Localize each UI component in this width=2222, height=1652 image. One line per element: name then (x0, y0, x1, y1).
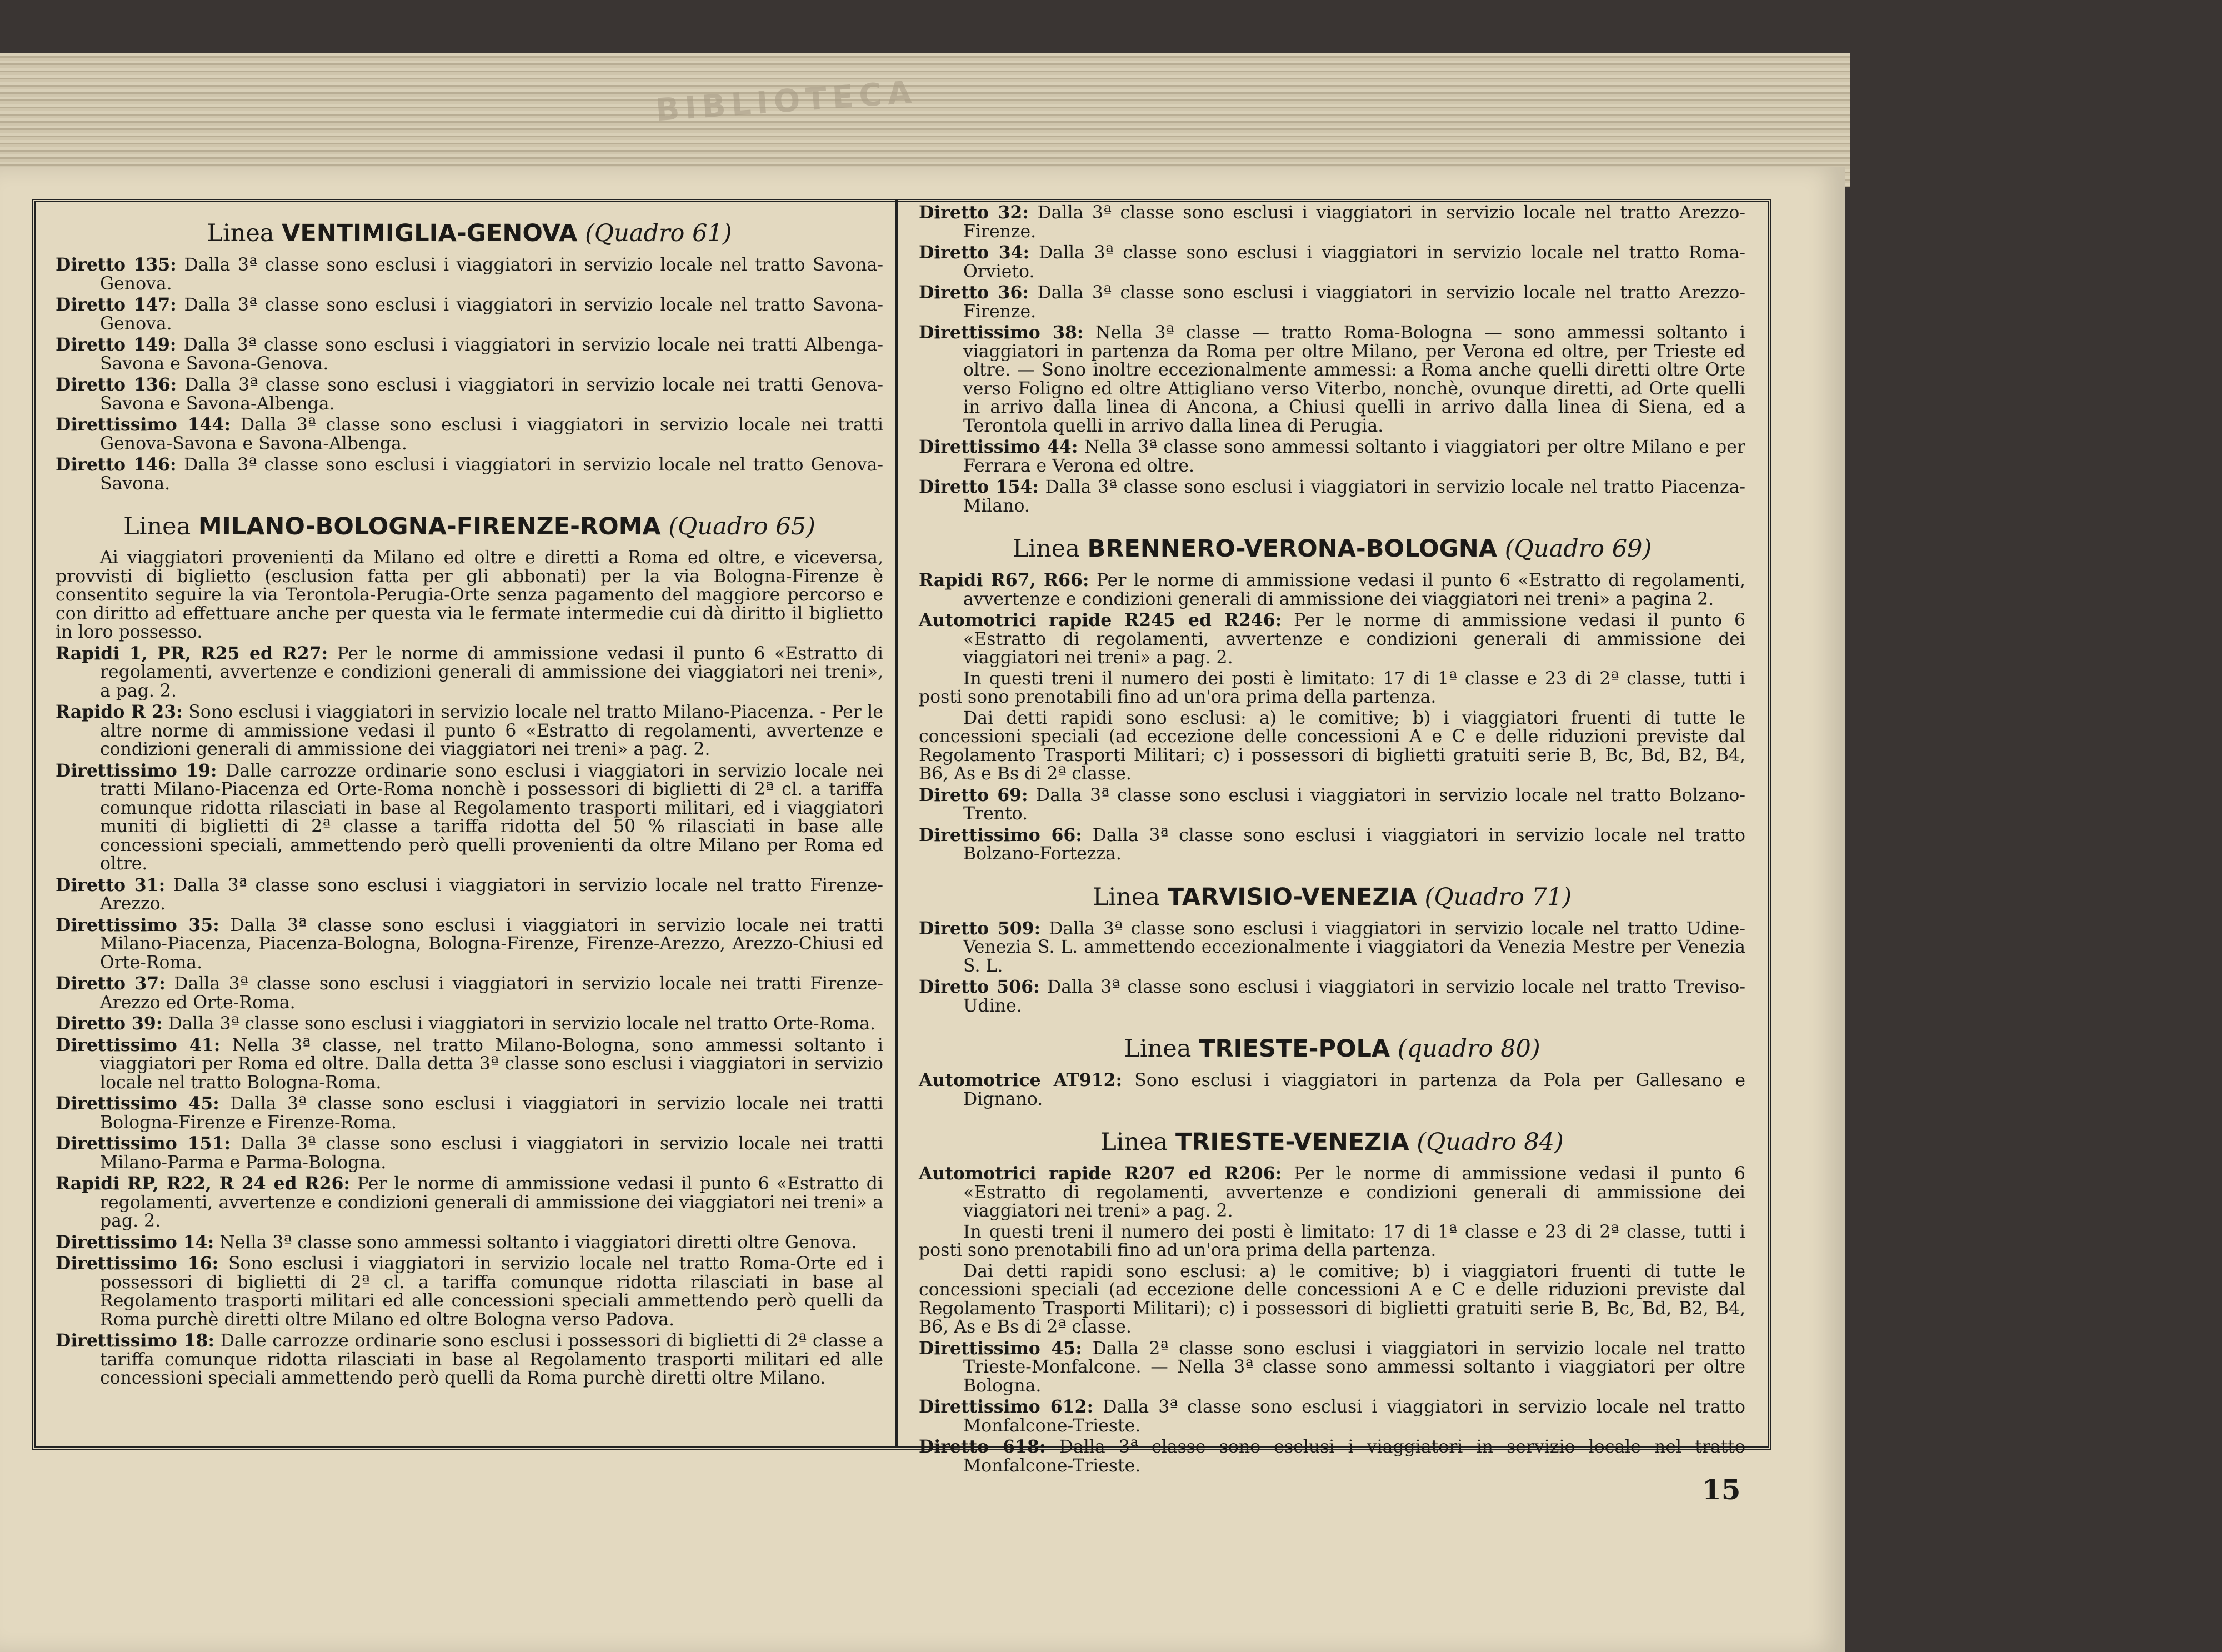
train-entry (919, 1164, 1745, 1221)
paragraph: Ai viaggiatori provenienti da Milano ed oltre e diretti a Roma ed oltre, e viceversa, provvisti di biglietto (esclusion fatta per gli abbonati) per la via Bologna-Firenze è consentito seguire la via Terontola-Perugia-Orte senza pagamento del maggiore percorso e con diritto ad effettuare anche per questa via le fermate intermedie cui dà diritto il biglietto in loro possesso. (56, 548, 883, 642)
train-id: Diretto 32: (919, 202, 1029, 223)
train-entry (919, 1071, 1745, 1109)
train-id: Diretto 31: (56, 874, 166, 895)
train-id: Direttissimo 14: (56, 1232, 214, 1253)
train-id: Automotrici rapide R245 ed R246: (919, 610, 1282, 630)
section-heading (56, 512, 883, 541)
entry-text: Dalla 3ª classe sono esclusi i viaggiatori in servizio locale nei tratti Firenze-Arezzo ed Orte-Roma. (100, 974, 883, 1013)
entry-text: Dalla 3ª classe sono esclusi i viaggiatori in servizio locale nei tratti Albenga-Savona e Savona-Genova. (100, 335, 884, 374)
entry-text: Per le norme di ammissione vedasi il punto 6 «Estratto di regolamenti, avvertenze e condizioni generali di ammissione dei viaggiatori nei treni» a pag. 2. (100, 1174, 884, 1231)
entry-text: Dalla 3ª classe sono esclusi i viaggiatori in servizio locale nei tratti Bologna-Firenze e Firenze-Roma. (100, 1094, 883, 1133)
column-divider (895, 199, 898, 1446)
train-id: Direttissimo 66: (919, 824, 1082, 845)
train-entry (919, 323, 1745, 435)
heading-quadro: (quadro 80) (1390, 1035, 1540, 1063)
train-entry (919, 611, 1745, 668)
heading-quadro: (Quadro 69) (1497, 535, 1652, 563)
entry-text: Dalla 3ª classe sono esclusi i viaggiatori in servizio locale nei tratti Genova-Savona e Savona-Albenga. (100, 375, 883, 414)
train-entry (56, 415, 883, 453)
entry-text: Per le norme di ammissione vedasi il punto 6 «Estratto di regolamenti, avvertenze e condizioni generali di ammissione dei viaggiatori nei treni», a pag. 2. (100, 643, 883, 701)
train-entry (56, 703, 883, 759)
train-entry (919, 478, 1745, 515)
train-entry (56, 296, 883, 333)
entry-text: Nella 3ª classe, nel tratto Milano-Bologna, sono ammessi soltanto i viaggiatori per Roma ed oltre. Dalla detta 3ª classe sono esclusi i viaggiatori in servizio locale nel tratto Bologna-Roma. (100, 1035, 883, 1093)
entry-text: Dalla 3ª classe sono esclusi i viaggiatori in servizio locale nel tratto Arezzo-Firenze. (963, 283, 1745, 322)
entry-text: Nella 3ª classe — tratto Roma-Bologna — sono ammessi soltanto i viaggiatori in partenza da Roma per oltre Milano, per Verona ed oltre, per Trieste ed oltre. — Sono inoltre eccezionalmente ammessi: a Roma anche quelli diretti oltre Orte verso Foligno ed oltre Attigliano verso Viterbo, nonchè, ovunque diretti, ad Orte quelli in arrivo dalla linea di Ancona, a Chiusi quelli in arrivo dalla linea di Siena, ed a Terontola quelli in arrivo dalla linea di Perugia. (963, 323, 1745, 436)
section-heading (919, 534, 1745, 563)
train-entry (56, 1134, 883, 1172)
train-id: Direttissimo 151: (56, 1133, 231, 1154)
entry-text: Dalla 2ª classe sono esclusi i viaggiatori in servizio locale nel tratto Trieste-Monfalcone. — Nella 3ª classe sono ammessi soltanto i viaggiatori per oltre Bologna. (963, 1338, 1745, 1396)
train-entry (919, 978, 1745, 1015)
train-id: Direttissimo 45: (919, 1338, 1082, 1359)
train-id: Direttissimo 38: (919, 322, 1084, 343)
heading-quadro: (Quadro 71) (1417, 883, 1572, 911)
train-id: Rapidi R67, R66: (919, 570, 1089, 590)
train-id: Diretto 135: (56, 254, 177, 275)
document-page (0, 167, 1845, 1652)
entry-text: Dalla 3ª classe sono esclusi i viaggiatori in servizio locale nel tratto Bolzano-Fortezza. (963, 825, 1745, 864)
heading-prefix: Linea (123, 513, 198, 540)
heading-line-name: MILANO-BOLOGNA-FIRENZE-ROMA (198, 513, 661, 540)
train-entry (56, 974, 883, 1012)
entry-text: Dalla 3ª classe sono esclusi i viaggiatori in servizio locale nel tratto Genova-Savona. (100, 455, 883, 494)
train-entry (56, 916, 883, 973)
entry-text: Dalla 3ª classe sono esclusi i viaggiatori in servizio locale nei tratti Genova-Savona e Savona-Albenga. (100, 415, 883, 454)
entry-text: Dalle carrozze ordinarie sono esclusi i viaggiatori in servizio locale nei tratti Milano-Piacenza ed Orte-Roma nonchè i possessori di biglietti di 2ª cl. a tariffa comunque ridotta rilasciati in base al Regolamento trasporti militari, ed i viaggiatori muniti di biglietti di 2ª classe a tariffa ridotta del 50 % rilasciati in base alle concessioni speciali, ammettendo però quelli provenienti da oltre Milano per Roma ed oltre. (100, 760, 883, 874)
train-entry (56, 876, 883, 914)
train-id: Diretto 136: (56, 374, 177, 395)
heading-quadro: (Quadro 84) (1409, 1128, 1564, 1156)
entry-text: Dalla 3ª classe sono esclusi i viaggiatori in servizio locale nel tratto Treviso-Udine. (963, 977, 1745, 1016)
train-id: Direttissimo 612: (919, 1396, 1094, 1417)
paragraph: In questi treni il numero dei posti è limitato: 17 di 1ª classe e 23 di 2ª classe, tutti i posti sono prenotabili fino ad un'ora prima della partenza. (919, 1222, 1745, 1260)
paragraph: Dai detti rapidi sono esclusi: a) le comitive; b) i viaggiatori fruenti di tutte le concessioni speciali (ad eccezione delle concessioni A e C e delle riduzioni previste dal Regolamento Trasporti Militari); c) i possessori di biglietti gratuiti serie B, Bc, Bd, B2, B4, B6, As e Bs di 2ª classe. (919, 1261, 1745, 1337)
train-entry (919, 203, 1745, 241)
entry-text: Sono esclusi i viaggiatori in partenza da Pola per Gallesano e Dignano. (963, 1070, 1745, 1109)
paragraph: Dai detti rapidi sono esclusi: a) le comitive; b) i viaggiatori fruenti di tutte le concessioni speciali (ad eccezione delle concessioni A e C e delle riduzioni previste dal Regolamento Trasporti Militari; c) i possessori di biglietti gratuiti serie B, Bc, Bd, B2, B4, B6, As e Bs di 2ª classe. (919, 708, 1745, 784)
section-heading (56, 219, 883, 248)
train-entry (56, 1331, 883, 1388)
heading-quadro: (Quadro 65) (660, 513, 815, 540)
train-id: Diretto 618: (919, 1436, 1046, 1457)
train-id: Diretto 149: (56, 334, 177, 355)
train-entry (919, 826, 1745, 864)
train-id: Rapidi RP, R22, R 24 ed R26: (56, 1173, 351, 1194)
train-entry (56, 455, 883, 493)
entry-text: Nella 3ª classe sono ammessi soltanto i viaggiatori diretti oltre Genova. (219, 1232, 857, 1253)
heading-prefix: Linea (1124, 1035, 1199, 1063)
heading-prefix: Linea (1092, 883, 1168, 911)
section-heading (919, 883, 1745, 912)
heading-line-name: VENTIMIGLIA-GENOVA (282, 219, 578, 247)
train-id: Direttissimo 41: (56, 1034, 221, 1055)
entry-text: Dalla 3ª classe sono esclusi i viaggiatori in servizio locale nel tratto Monfalcone-Trieste. (963, 1397, 1745, 1436)
section-heading (919, 1034, 1745, 1063)
train-id: Automotrice AT912: (919, 1070, 1123, 1090)
train-id: Direttissimo 16: (56, 1253, 219, 1274)
train-entry (56, 1094, 883, 1132)
entry-text: Per le norme di ammissione vedasi il punto 6 «Estratto di regolamenti, avvertenze e condizioni generali di ammissione dei viaggiatori nei treni» a pag. 2. (963, 610, 1745, 668)
right-column (919, 203, 1745, 1478)
entry-text: Per le norme di ammissione vedasi il punto 6 «Estratto di regolamenti, avvertenze e condizioni generali di ammissione dei viaggiatori nei treni» a pag. 2. (963, 1164, 1745, 1221)
entry-text: Dalle carrozze ordinarie sono esclusi i possessori di biglietti di 2ª classe a tariffa comunque ridotta rilasciati in base al Regolamento trasporti militari ed alle concessioni speciali ammettendo però quelli da Roma purchè diretti oltre Milano. (100, 1331, 883, 1388)
entry-text: Dalla 3ª classe sono esclusi i viaggiatori in servizio locale nel tratto Arezzo-Firenze. (963, 203, 1745, 242)
train-entry (56, 1174, 883, 1231)
train-entry (919, 243, 1745, 281)
entry-text: Dalla 3ª classe sono esclusi i viaggiatori in servizio locale nel tratto Bolzano-Trento. (963, 785, 1746, 824)
train-id: Direttissimo 45: (56, 1093, 219, 1114)
train-entry (56, 1233, 883, 1253)
heading-line-name: TRIESTE-VENEZIA (1175, 1128, 1409, 1156)
train-id: Diretto 39: (56, 1013, 163, 1034)
train-id: Diretto 506: (919, 977, 1040, 997)
train-entry (56, 644, 883, 701)
entry-text: Nella 3ª classe sono ammessi soltanto i viaggiatori per oltre Milano e per Ferrara e Verona ed oltre. (963, 437, 1745, 476)
train-entry (56, 1014, 883, 1034)
train-id: Direttissimo 19: (56, 760, 217, 781)
entry-text: Dalla 3ª classe sono esclusi i viaggiatori in servizio locale nei tratti Milano-Piacenza, Piacenza-Bologna, Bologna-Firenze, Firenze-Arezzo, Arezzo-Chiusi ed Orte-Roma. (100, 915, 883, 973)
entry-text: Dalla 3ª classe sono esclusi i viaggiatori in servizio locale nei tratti Milano-Parma e Parma-Bologna. (100, 1134, 883, 1173)
entry-text: Dalla 3ª classe sono esclusi i viaggiatori in servizio locale nel tratto Udine-Venezia S. L. ammettendo eccezionalmente i viaggiatori da Venezia Mestre per Venezia S. L. (963, 918, 1745, 976)
train-id: Direttissimo 18: (56, 1330, 214, 1351)
train-id: Rapidi 1, PR, R25 ed R27: (56, 643, 328, 664)
train-id: Diretto 154: (919, 477, 1039, 497)
heading-quadro: (Quadro 61) (577, 219, 732, 247)
left-column (56, 203, 883, 1390)
train-entry (56, 256, 883, 293)
entry-text: Sono esclusi i viaggiatori in servizio locale nel tratto Roma-Orte ed i possessori di biglietti di 2ª cl. a tariffa comunque ridotta rilasciati in base al Regolamento trasporti militari ed alle concessioni speciali ammettendo però quelli da Roma purchè diretti oltre Milano ed oltre Bologna verso Padova. (100, 1254, 883, 1330)
heading-line-name: TARVISIO-VENEZIA (1167, 883, 1417, 911)
heading-line-name: TRIESTE-POLA (1199, 1035, 1390, 1063)
train-id: Direttissimo 44: (919, 437, 1078, 457)
train-entry (919, 1438, 1745, 1475)
train-entry (56, 1254, 883, 1329)
train-id: Diretto 146: (56, 454, 177, 475)
train-entry (56, 1036, 883, 1093)
paragraph: In questi treni il numero dei posti è limitato: 17 di 1ª classe e 23 di 2ª classe, tutti i posti sono prenotabili fino ad un'ora prima della partenza. (919, 668, 1745, 707)
train-entry (919, 1398, 1745, 1435)
train-id: Direttissimo 144: (56, 414, 231, 435)
section-heading (919, 1128, 1745, 1157)
train-id: Direttissimo 35: (56, 914, 219, 935)
entry-text: Dalla 3ª classe sono esclusi i viaggiatori in servizio locale nel tratto Orte-Roma. (168, 1014, 876, 1034)
train-entry (56, 336, 883, 373)
heading-prefix: Linea (1012, 535, 1088, 563)
train-id: Diretto 36: (919, 282, 1029, 303)
train-id: Diretto 509: (919, 918, 1041, 939)
page-number: 15 (1702, 1473, 1741, 1506)
train-id: Diretto 34: (919, 242, 1030, 263)
entry-text: Per le norme di ammissione vedasi il punto 6 «Estratto di regolamenti, avvertenze e condizioni generali di ammissione dei viaggiatori nei treni» a pagina 2. (963, 570, 1745, 609)
entry-text: Dalla 3ª classe sono esclusi i viaggiatori in servizio locale nel tratto Firenze-Arezzo. (100, 875, 884, 914)
train-entry (919, 1339, 1745, 1396)
heading-prefix: Linea (207, 219, 282, 247)
train-id: Diretto 69: (919, 784, 1028, 805)
entry-text: Dalla 3ª classe sono esclusi i viaggiatori in servizio locale nel tratto Monfalcone-Trieste. (963, 1437, 1745, 1476)
library-stamp: BIBLIOTECA (654, 74, 918, 129)
train-entry (919, 786, 1745, 824)
entry-text: Dalla 3ª classe sono esclusi i viaggiatori in servizio locale nel tratto Piacenza-Milano. (963, 477, 1745, 516)
entry-text: Sono esclusi i viaggiatori in servizio locale nel tratto Milano-Piacenza. - Per le altre norme di ammissione vedasi il punto 6 «Estratto di regolamenti, avvertenze e condizioni generali di ammissione dei viaggiatori nei treni» a pag. 2. (100, 702, 884, 759)
entry-text: Dalla 3ª classe sono esclusi i viaggiatori in servizio locale nel tratto Savona-Genova. (100, 295, 883, 334)
train-entry (919, 283, 1745, 321)
heading-prefix: Linea (1100, 1128, 1175, 1156)
entry-text: Dalla 3ª classe sono esclusi i viaggiatori in servizio locale nel tratto Roma-Orvieto. (963, 243, 1745, 282)
train-id: Diretto 147: (56, 294, 177, 315)
entry-text: Dalla 3ª classe sono esclusi i viaggiatori in servizio locale nel tratto Savona-Genova. (100, 255, 883, 294)
train-id: Automotrici rapide R207 ed R206: (919, 1163, 1282, 1184)
heading-line-name: BRENNERO-VERONA-BOLOGNA (1087, 535, 1498, 563)
train-entry (919, 919, 1745, 976)
train-entry (56, 376, 883, 413)
train-entry (56, 762, 883, 874)
train-entry (919, 571, 1745, 609)
train-id: Rapido R 23: (56, 702, 183, 722)
train-entry (919, 438, 1745, 475)
train-id: Diretto 37: (56, 973, 166, 994)
